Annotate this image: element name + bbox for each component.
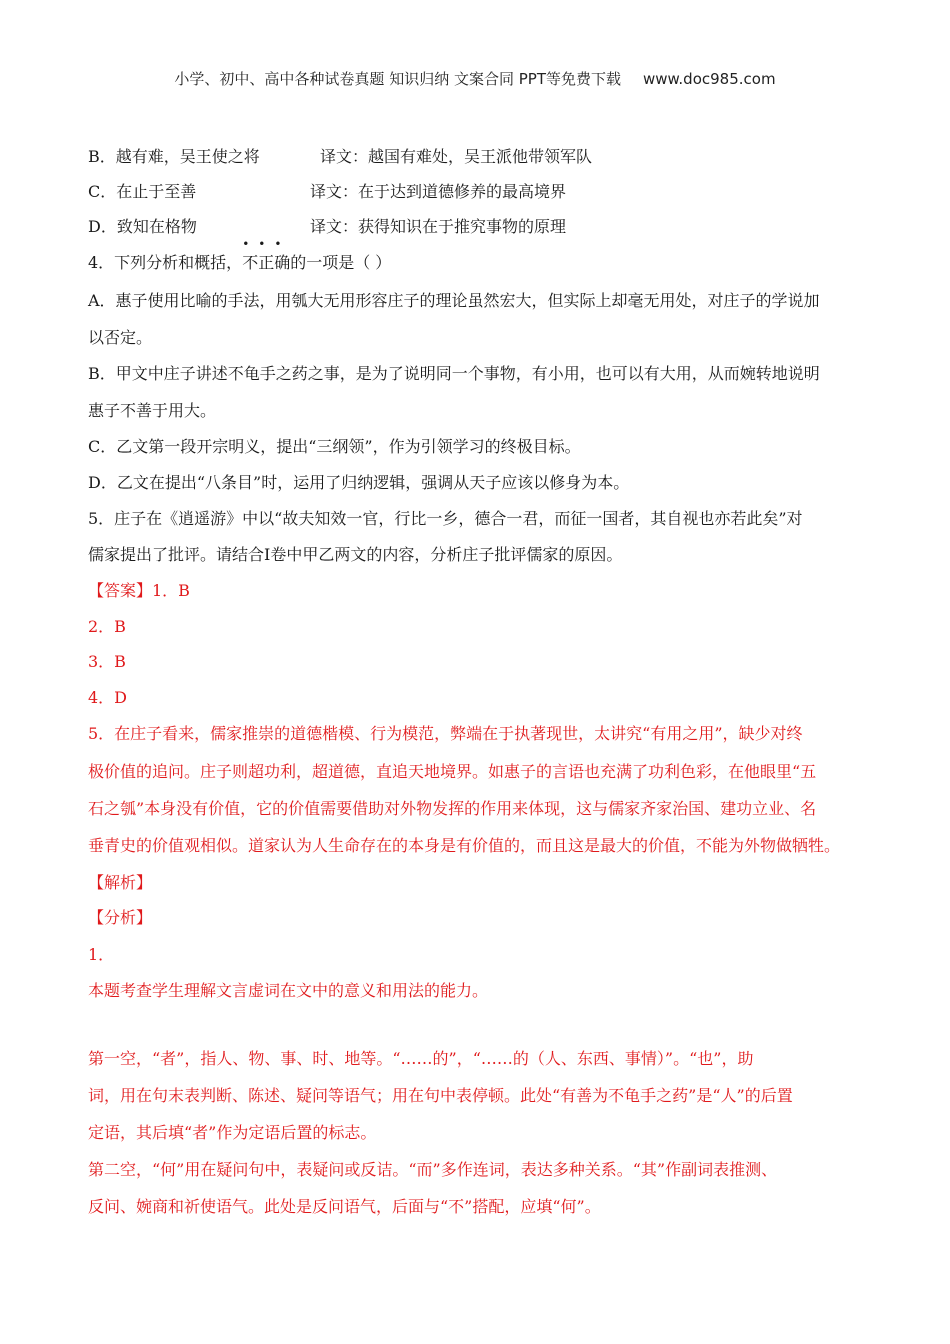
blank1-line1: 第一空，“者”，指人、物、事、时、地等。“……的”，“……的（人、东西、事情）”。“也”，助 (88, 1049, 754, 1068)
blank1-line3: 定语，其后填“者”作为定语后置的标志。 (88, 1123, 377, 1142)
q4-suffix: 的一项是（ ） (290, 253, 392, 272)
answer-5-line1: 5．在庄子看来，儒家推崇的道德楷模、行为模范，弊端在于执著现世，太讲究“有用之用”，缺少对终 (88, 724, 803, 743)
q4-option-b-line2: 惠子不善于用大。 (88, 401, 217, 420)
answer-5-line3: 石之瓠”本身没有价值，它的价值需要借助对外物发挥的作用来体现，这与儒家齐家治国、建功立业、名 (88, 799, 817, 818)
q4-emphasis (242, 237, 291, 273)
option-translation: 译文：获得知识在于推究事物的原理 (310, 217, 567, 236)
option-translation: 译文：在于达到道德修养的最高境界 (310, 182, 567, 201)
option-label: D．致知在格物 (88, 217, 197, 236)
answer-5-line4: 垂青史的价值观相似。道家认为人生命存在的本身是有价值的，而且这是最大的价值，不能为外物做牺牲。 (88, 836, 841, 855)
q4-stem (88, 237, 392, 273)
q4-option-d: D．乙文在提出“八条目”时，运用了归纳逻辑，强调从天子应该以修身为本。 (88, 473, 630, 492)
header-site-link[interactable]: www.doc985.com (642, 70, 776, 88)
blank2-line1: 第二空，“何”用在疑问句中，表疑问或反诘。“而”多作连词，表达多种关系。“其”作副词表推测、 (88, 1160, 778, 1179)
q3-option-c (88, 182, 567, 202)
jiexi-heading: 【解析】 (88, 873, 153, 892)
q4-emphasis-text: 不正确 (242, 253, 291, 272)
q4-option-a-line1: A．惠子使用比喻的手法，用瓠大无用形容庄子的理论虽然宏大，但实际上却毫无用处，对庄子的学说加 (88, 291, 820, 310)
analysis-intro: 本题考查学生理解文言虚词在文中的意义和用法的能力。 (88, 981, 489, 1000)
q4-option-c: C．乙文第一段开宗明义，提出“三纲领”，作为引领学习的终极目标。 (88, 437, 581, 456)
q3-option-b (88, 147, 593, 167)
blank2-line2: 反问、婉商和祈使语气。此处是反问语气，后面与“不”搭配，应填“何”。 (88, 1197, 601, 1216)
header-text: 小学、初中、高中各种试卷真题 知识归纳 文案合同 PPT等免费下载 (174, 70, 621, 88)
option-translation: 译文：越国有难处，吴王派他带领军队 (320, 147, 593, 166)
q4-option-a-line2: 以否定。 (88, 328, 153, 347)
answer-1: 【答案】1．B (88, 581, 190, 600)
answer-5-line2: 极价值的追问。庄子则超功利，超道德，直追天地境界。如惠子的言语也充满了功利色彩，在他眼里“五 (88, 762, 817, 781)
blank1-line2: 词，用在句末表判断、陈述、疑问等语气；用在句中表停顿。此处“有善为不龟手之药”是“人”的后置 (88, 1086, 793, 1105)
answer-2: 2．B (88, 617, 126, 636)
q4-prefix: 4．下列分析和概括， (88, 253, 243, 272)
answer-3: 3．B (88, 652, 126, 671)
answer-4: 4．D (88, 688, 128, 707)
option-label: C．在止于至善 (88, 182, 197, 201)
q4-option-b-line1: B．甲文中庄子讲述不龟手之药之事，是为了说明同一个事物，有小用，也可以有大用，从而婉转地说明 (88, 364, 820, 383)
page-header (0, 68, 950, 89)
q5-line1: 5．庄子在《逍遥游》中以“故夫知效一官，行比一乡，德合一君，而征一国者，其自视也亦若此矣”对 (88, 509, 803, 528)
q5-line2: 儒家提出了批评。请结合Ⅰ卷中甲乙两文的内容，分析庄子批评儒家的原因。 (88, 545, 623, 564)
q3-option-d (88, 217, 567, 237)
option-label: B．越有难，吴王使之将 (88, 147, 260, 166)
fenxi-heading: 【分析】 (88, 908, 153, 927)
emphasis-dots: ••• (242, 237, 291, 251)
analysis-item-number: 1． (88, 945, 115, 964)
